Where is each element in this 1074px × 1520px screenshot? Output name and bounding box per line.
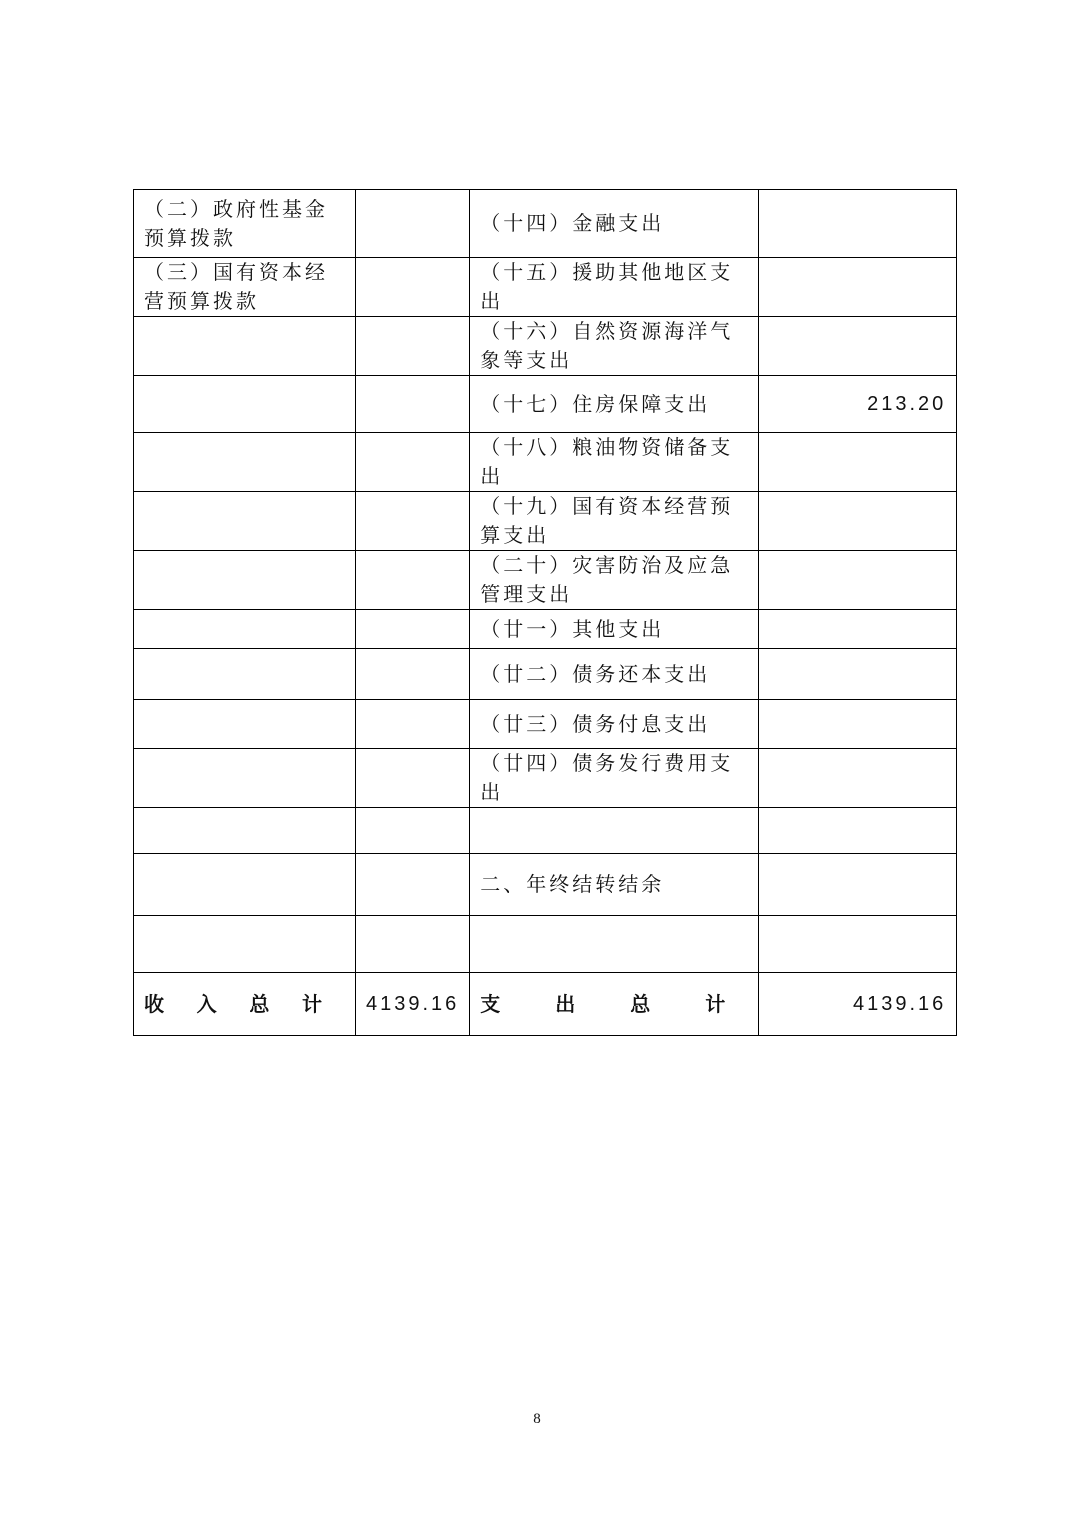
income-amount-cell [356, 854, 470, 916]
income-amount-cell [356, 551, 470, 610]
table-row [134, 749, 957, 808]
income-item-cell [134, 649, 356, 700]
table-row [134, 376, 957, 433]
expense-item-cell [470, 808, 759, 854]
income-amount-cell [356, 916, 470, 973]
expense-item-cell: （十八）粮油物资储备支出 [470, 433, 759, 492]
total-label-char: 出 [555, 991, 579, 1016]
table-row [134, 258, 957, 317]
expense-amount-cell [759, 916, 957, 973]
expense-amount-cell [759, 492, 957, 551]
income-item-cell [134, 916, 356, 973]
total-label-char: 计 [301, 991, 325, 1016]
table-row [134, 551, 957, 610]
table-row [134, 190, 957, 258]
expense-amount-cell [759, 190, 957, 258]
expense-amount-cell [759, 610, 957, 649]
expense-amount-cell [759, 258, 957, 317]
expense-item-cell [470, 916, 759, 973]
table-row [134, 610, 957, 649]
expense-item-cell: （十四）金融支出 [470, 190, 759, 258]
total-label-char: 总 [630, 991, 654, 1016]
expense-item-cell: （十五）援助其他地区支出 [470, 258, 759, 317]
expense-amount-cell: 213.20 [759, 376, 957, 433]
expense-item-cell: （十七）住房保障支出 [470, 376, 759, 433]
expense-item-cell: （廿三）债务付息支出 [470, 700, 759, 749]
income-amount-cell [356, 808, 470, 854]
income-amount-cell [356, 258, 470, 317]
expense-item-cell: （廿二）债务还本支出 [470, 649, 759, 700]
income-amount-cell [356, 376, 470, 433]
expense-total-label [470, 973, 759, 1036]
table-row [134, 700, 957, 749]
income-amount-cell [356, 700, 470, 749]
expense-amount-cell [759, 551, 957, 610]
income-amount-cell [356, 317, 470, 376]
income-amount-cell [356, 492, 470, 551]
income-item-cell [134, 700, 356, 749]
total-label-char: 收 [144, 991, 167, 1016]
expense-amount-cell [759, 317, 957, 376]
income-total-amount: 4139.16 [356, 973, 470, 1036]
income-item-cell: （二）政府性基金预算拨款 [134, 190, 356, 258]
total-label-char: 入 [196, 991, 220, 1016]
expense-amount-cell [759, 808, 957, 854]
expense-item-cell: （廿一）其他支出 [470, 610, 759, 649]
expense-amount-cell [759, 649, 957, 700]
income-item-cell [134, 492, 356, 551]
expense-amount-cell [759, 854, 957, 916]
table-row [134, 649, 957, 700]
expense-item-cell: （二十）灾害防治及应急管理支出 [470, 551, 759, 610]
expense-item-cell: （廿四）债务发行费用支出 [470, 749, 759, 808]
expense-amount-cell [759, 749, 957, 808]
budget-table [133, 189, 957, 1036]
budget-table-body [134, 190, 957, 1036]
expense-item-cell: （十六）自然资源海洋气象等支出 [470, 317, 759, 376]
income-item-cell [134, 433, 356, 492]
total-label-char: 总 [249, 991, 273, 1016]
expense-item-cell: 二、年终结转结余 [470, 854, 759, 916]
income-amount-cell [356, 610, 470, 649]
income-amount-cell [356, 433, 470, 492]
total-label-char: 支 [480, 991, 504, 1016]
expense-item-cell: （十九）国有资本经营预算支出 [470, 492, 759, 551]
income-item-cell [134, 749, 356, 808]
income-item-cell [134, 376, 356, 433]
income-item-cell: （三）国有资本经营预算拨款 [134, 258, 356, 317]
table-row [134, 854, 957, 916]
table-row [134, 916, 957, 973]
income-item-cell [134, 317, 356, 376]
table-row [134, 433, 957, 492]
income-item-cell [134, 551, 356, 610]
income-item-cell [134, 854, 356, 916]
expense-total-amount: 4139.16 [759, 973, 957, 1036]
income-item-cell [134, 610, 356, 649]
table-row [134, 317, 957, 376]
table-row [134, 492, 957, 551]
expense-amount-cell [759, 700, 957, 749]
income-amount-cell [356, 649, 470, 700]
expense-amount-cell [759, 433, 957, 492]
totals-row [134, 973, 957, 1036]
income-amount-cell [356, 749, 470, 808]
page-number: 8 [533, 1411, 541, 1427]
income-amount-cell [356, 190, 470, 258]
table-row [134, 808, 957, 854]
income-item-cell [134, 808, 356, 854]
income-total-label [134, 973, 356, 1036]
total-label-char: 计 [705, 991, 729, 1016]
